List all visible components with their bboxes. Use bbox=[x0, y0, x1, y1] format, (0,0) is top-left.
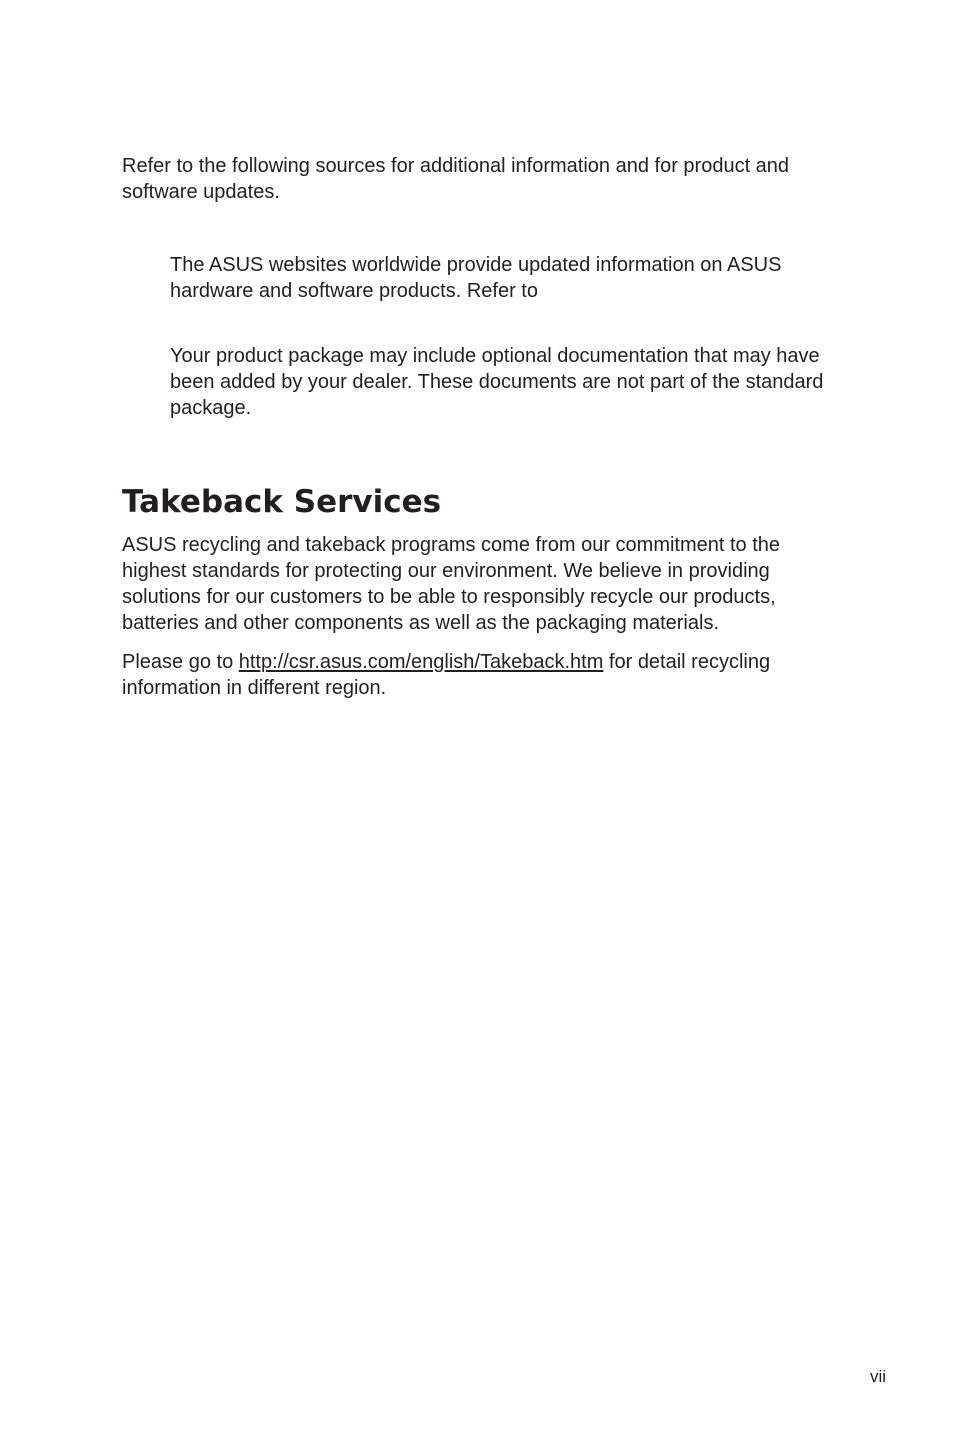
takeback-link-paragraph bbox=[122, 649, 846, 701]
takeback-url-link[interactable]: http://csr.asus.com/english/Takeback.htm bbox=[238, 651, 604, 673]
page-number: vii bbox=[869, 1367, 886, 1386]
optional-documentation-paragraph: Your product package may include optional documentation that may have been added by your dealer. These documents are not part of the standard package. bbox=[170, 345, 824, 419]
asus-websites-paragraph: The ASUS websites worldwide provide updated information on ASUS hardware and software products. Refer to bbox=[170, 254, 782, 302]
takeback-body-paragraph: ASUS recycling and takeback programs come from our commitment to the highest standards for protecting our environment. We believe in providing solutions for our customers to be able to responsibly recycle our products, batteries and other components as well as the packaging materials. bbox=[122, 534, 781, 634]
takeback-services-heading: Takeback Services bbox=[122, 484, 442, 520]
link-suffix-text: for detail recycling information in different region. bbox=[122, 651, 771, 699]
intro-paragraph: Refer to the following sources for additional information and for product and software updates. bbox=[122, 155, 790, 203]
link-prefix-text: Please go to bbox=[122, 651, 239, 673]
